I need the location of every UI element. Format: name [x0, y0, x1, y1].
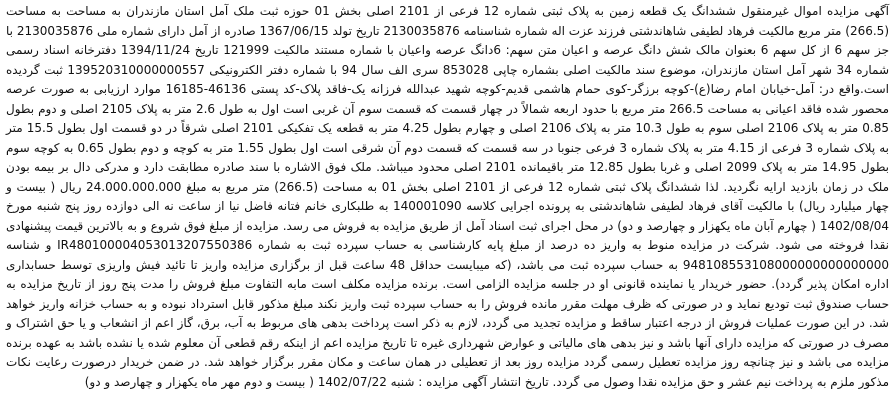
auction-notice-body: آگهی مزایده اموال غیرمنقول ششدانگ یک قطعه زمین به پلاک ثبتی شماره 12 فرعی از 2101 اصلی بخش 01 حوزه ثبت ملک آمل استان مازندران به مساحت به مساحت (266.5) متر مربع مالکیت فرهاد لطیفی شاهاندشتی فرزند عزت اله شماره شناسنامه 2130035876 تاریخ تولد 1367/06/15 صادره از آمل دارای شماره ملی 2130035876 با جز سهم 6 از کل سهم 6 بعنوان مالک شش دانگ عرصه و اعیان متن سهم: 6دانگ عرصه واعیان با شماره مستند مالکیت 121999 تاریخ 1394/11/24 دفترخانه اسناد رسمی شماره 34 شهر آمل استان مازندران، موضوع سند مالکیت اصلی بشماره چاپی 853028 سری الف سال 94 با شماره دفتر الکترونیکی 139520310000000557 ثبت گردیده است.واقع در: آمل-خیابان امام رضا(ع)-کوچه برزگر-کوی حمام هاشمی قدیم-کوچه شهید عبدالله فرزانه یک-فاقد پلاک-کد پستی 46136-16185 موارد ارزیابی به صورت عرصه محصور شده فاقد اعیانی به مساحت 266.5 متر مربع با حدود اربعه شمالاً در چهار قسمت که قسمت سوم آن غربی است اول به طول 2.6 متر به پلاک 2105 اصلی و دوم بطول 0.85 متر به پلاک 2106 اصلی سوم به طول 10.3 متر به پلاک 2106 اصلی و چهارم بطول 4.25 متر به قطعه یک تفکیکی 2101 اصلی شرقاً در دو قسمت اول بطول 15.5 متر به پلاک شماره 3 فرعی از 4.15 متر به پلاک شماره 3 فرعی جنوبا در سه قسمت که قسمت دوم آن شرقی است اول بطول 1.55 متر به کوچه و دوم بطول 0.65 به کوچه سوم بطول 14.95 متر به پلاک 2099 اصلی و غربا بطول 12.85 متر باقیمانده 2101 اصلی محدود میباشد. ملک فوق الاشاره با سند صادره مطابقت دارد و مدرکی دال بر بیمه بودن ملک در زمان بازدید ارایه نگردید. لذا ششدانگ پلاک ثبتی شماره 12 فرعی از 2101 اصلی بخش 01 به مساحت (266.5) متر مربع به مبلغ 24.000.000.000 ریال ( بیست و چهار میلیارد ریال) با مالکیت آقای فرهاد لطیفی شاهاندشتی به پرونده اجرایی کلاسه 140001090 به طلبکاری خانم فتانه فاضل نیا از ساعت نه الی دوازده روز پنج شنبه مورخ 1402/08/04 ( چهارم آبان ماه یکهزار و چهارصد و دو) در محل اجرای ثبت اسناد آمل از طریق مزایده به فروش می رسد. مزایده از مبلغ فوق شروع و به بالاترین قیمت پیشنهادی نقدا فروخته می شود. شرکت در مزایده منوط به واریز ده درصد از مبلغ پایه کارشناسی به حساب سپرده ثبت به شماره IR480100004053013207550386 و شناسه 948108553108000000000000000 به حساب سپرده ثبت می باشد، (که میبایست حداقل 48 ساعت قبل از برگزاری مزایده واریز تا تائید فیش واریزی توسط حسابداری اداره امکان پذیر گردد). حضور خریدار یا نماینده قانونی او در جلسه مزایده الزامی است. برنده مزایده مکلف است مابه التفاوت مبلغ فروش را مدت پنج روز از تاریخ مزایده به حساب صندوق ثبت تودیع نماید و در صورتی که ظرف مهلت مقرر مانده فروش را به حساب سپرده ثبت واریز نکند مبلغ مذکور قابل استرداد نبوده و به حساب خزانه واریز خواهد شد. در این صورت عملیات فروش از درجه اعتبار ساقط و مزایده تجدید می گردد، لازم به ذکر است پرداخت بدهی های مربوط به آب، برق، گاز اعم از انشعاب و یا حق اشتراک و مصرف در صورتی که مزایده دارای آنها باشد و نیز بدهی های مالیاتی و عوارض شهرداری غیره تا تاریخ مزایده اعم از اینکه رقم قطعی آن معلوم شده یا نشده باشد به عهده برنده مزایده می باشد و نیز چنانچه روز مزایده تعطیل رسمی گردد مزایده روز بعد از تعطیلی در همان ساعت و مکان مقرر برگزار خواهد شد. در ضمن خریدار درصورت رعایت نکات مذکور ملزم به پرداخت نیم عشر و حق مزایده نقدا وصول می گردد. تاریخ انتشار آگهی مزایده : شنبه 1402/07/22 ( بیست و دوم مهر ماه یکهزار و چهارصد و دو) — [6, 4, 890, 389]
